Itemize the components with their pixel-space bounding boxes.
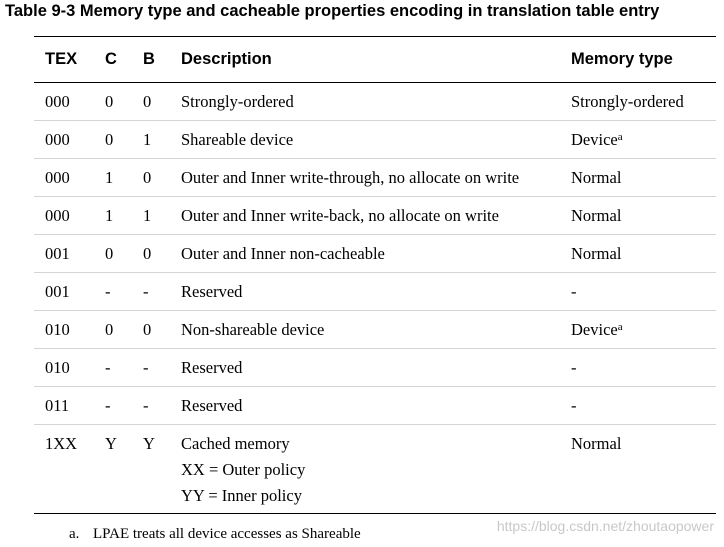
tex-cell: 010 — [34, 349, 94, 387]
table-row — [34, 235, 716, 273]
c-cell: 0 — [94, 235, 132, 273]
c-cell: 0 — [94, 83, 132, 121]
memory-type-text: - — [571, 396, 577, 415]
b-cell: 1 — [132, 197, 170, 235]
c-cell: 0 — [94, 311, 132, 349]
description-line: XX = Outer policy — [181, 460, 306, 479]
footnote-marker: a. — [69, 526, 80, 542]
table-row — [34, 311, 716, 349]
b-cell: - — [132, 349, 170, 387]
description-cell: Shareable device — [170, 121, 560, 159]
description-cell: Reserved — [170, 387, 560, 425]
table-row — [34, 425, 716, 514]
description-cell: Outer and Inner non-cacheable — [170, 235, 560, 273]
b-cell: - — [132, 387, 170, 425]
table-row — [34, 83, 716, 121]
table-row — [34, 121, 716, 159]
memory-type-cell — [560, 349, 716, 387]
memory-type-text: Normal — [571, 244, 622, 263]
header-c: C — [94, 37, 132, 83]
c-cell: - — [94, 273, 132, 311]
memory-type-cell — [560, 387, 716, 425]
footnote-text: LPAE treats all device accesses as Shareable — [93, 526, 361, 542]
table-caption: Table 9-3 Memory type and cacheable properties encoding in translation table entry — [5, 2, 660, 20]
tex-cell: 010 — [34, 311, 94, 349]
description-cell: Outer and Inner write-through, no allocate on write — [170, 159, 560, 197]
memory-type-text: - — [571, 358, 577, 377]
table-row — [34, 197, 716, 235]
table-row — [34, 349, 716, 387]
memory-type-text: Strongly-ordered — [571, 92, 684, 111]
memory-type-cell — [560, 235, 716, 273]
memory-type-cell — [560, 273, 716, 311]
tex-cell: 1XX — [34, 425, 94, 514]
b-cell: 0 — [132, 159, 170, 197]
b-cell: 1 — [132, 121, 170, 159]
memory-type-text: Device — [571, 130, 618, 149]
b-cell: Y — [132, 425, 170, 514]
memory-type-cell — [560, 121, 716, 159]
memory-type-cell — [560, 197, 716, 235]
header-b: B — [132, 37, 170, 83]
description-line: Cached memory — [181, 434, 290, 453]
tex-cell: 000 — [34, 159, 94, 197]
tex-cell: 011 — [34, 387, 94, 425]
c-cell: - — [94, 349, 132, 387]
memory-type-cell — [560, 83, 716, 121]
footnote-ref: a — [617, 321, 623, 333]
tex-cell: 001 — [34, 235, 94, 273]
tex-cell: 001 — [34, 273, 94, 311]
memory-type-text: Normal — [571, 206, 622, 225]
description-cell: Reserved — [170, 349, 560, 387]
header-tex: TEX — [34, 37, 94, 83]
memory-type-cell — [560, 159, 716, 197]
tex-cell: 000 — [34, 83, 94, 121]
b-cell: 0 — [132, 311, 170, 349]
description-cell: Strongly-ordered — [170, 83, 560, 121]
memory-type-text: Normal — [571, 168, 622, 187]
b-cell: - — [132, 273, 170, 311]
description-cell: Outer and Inner write-back, no allocate on write — [170, 197, 560, 235]
footnote — [69, 526, 361, 543]
tex-cell: 000 — [34, 197, 94, 235]
b-cell: 0 — [132, 83, 170, 121]
c-cell: 0 — [94, 121, 132, 159]
header-row — [34, 37, 716, 83]
description-line: YY = Inner policy — [181, 486, 302, 505]
description-cell: Reserved — [170, 273, 560, 311]
memory-type-text: Device — [571, 320, 618, 339]
watermark: https://blog.csdn.net/zhoutaopower — [496, 518, 714, 534]
description-cell — [170, 425, 560, 514]
c-cell: Y — [94, 425, 132, 514]
b-cell: 0 — [132, 235, 170, 273]
header-description: Description — [170, 37, 560, 83]
tex-cell: 000 — [34, 121, 94, 159]
memory-type-text: - — [571, 282, 577, 301]
footnote-ref: a — [617, 131, 623, 143]
c-cell: 1 — [94, 197, 132, 235]
memory-type-table — [34, 36, 716, 514]
c-cell: - — [94, 387, 132, 425]
table-row — [34, 273, 716, 311]
memory-type-cell: Normal — [560, 425, 716, 514]
header-memory-type: Memory type — [560, 37, 716, 83]
memory-type-cell — [560, 311, 716, 349]
description-cell: Non-shareable device — [170, 311, 560, 349]
table-row — [34, 159, 716, 197]
c-cell: 1 — [94, 159, 132, 197]
table-row — [34, 387, 716, 425]
